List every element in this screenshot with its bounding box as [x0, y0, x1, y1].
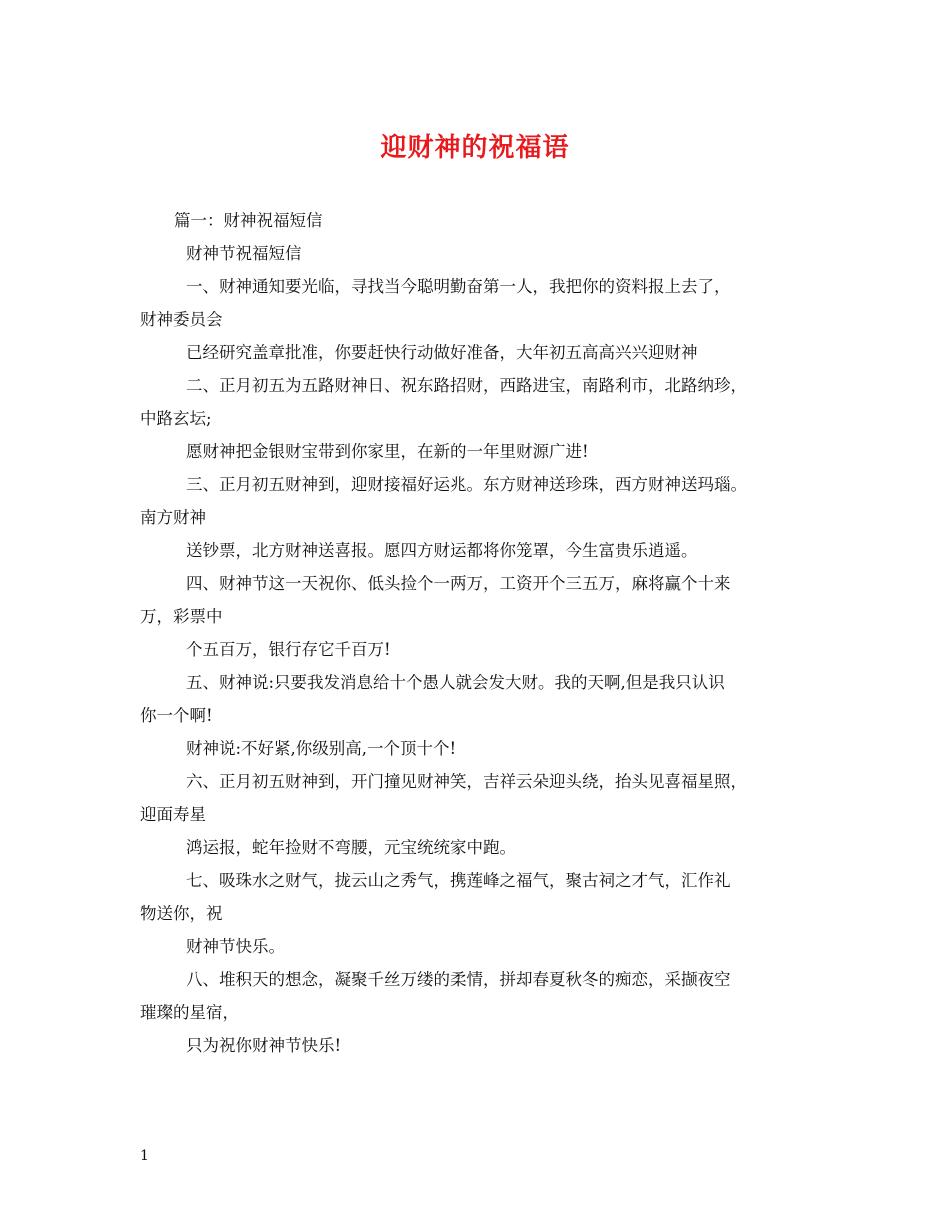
- text-line: 篇一：财神祝福短信: [174, 211, 323, 230]
- text-line: 六、正月初五财神到，开门撞见财神笑，吉祥云朵迎头绕，抬头见喜福星照，: [186, 772, 747, 791]
- text-line: 财神说:不好紧,你级别高,一个顶十个!: [186, 739, 457, 758]
- text-line: 南方财神: [140, 508, 206, 527]
- page-number: 1: [140, 1148, 149, 1164]
- text-line: 二、正月初五为五路财神日、祝东路招财，西路进宝，南路利市，北路纳珍，: [186, 376, 747, 395]
- text-line: 七、吸珠水之财气，拢云山之秀气，携莲峰之福气，聚古祠之才气，汇作礼: [186, 871, 731, 890]
- text-line: 鸿运报，蛇年捡财不弯腰，元宝统统家中跑。: [186, 838, 516, 857]
- text-line: 五、财神说:只要我发消息给十个愚人就会发大财。我的天啊,但是我只认识: [186, 673, 725, 692]
- text-line: 财神委员会: [140, 310, 223, 329]
- text-line: 财神节快乐。: [186, 937, 285, 956]
- text-line: 物送你，祝: [140, 904, 223, 923]
- text-line: 八、堆积天的想念，凝聚千丝万缕的柔情，拼却春夏秋冬的痴恋，采撷夜空: [186, 970, 731, 989]
- text-line: 万，彩票中: [140, 607, 223, 626]
- text-line: 璀璨的星宿，: [140, 1003, 239, 1022]
- text-line: 财神节祝福短信: [186, 244, 302, 263]
- text-line: 送钞票，北方财神送喜报。愿四方财运都将你笼罩，今生富贵乐逍遥。: [186, 541, 698, 560]
- text-line: 迎面寿星: [140, 805, 206, 824]
- page-title: 迎财神的祝福语: [380, 133, 570, 163]
- text-line: 四、财神节这一天祝你、低头捡个一两万，工资开个三五万，麻将赢个十来: [186, 574, 731, 593]
- text-line: 已经研究盖章批准，你要赶快行动做好准备，大年初五高高兴兴迎财神: [186, 343, 698, 362]
- text-line: 愿财神把金银财宝带到你家里，在新的一年里财源广进!: [186, 442, 589, 461]
- text-line: 三、正月初五财神到，迎财接福好运兆。东方财神送珍珠，西方财神送玛瑙。: [186, 475, 747, 494]
- text-line: 一、财神通知要光临，寻找当今聪明勤奋第一人，我把你的资料报上去了，: [186, 277, 731, 296]
- text-line: 个五百万，银行存它千百万!: [186, 640, 391, 659]
- document-body: [140, 204, 814, 1062]
- text-line: 你一个啊!: [140, 706, 213, 725]
- text-line: 只为祝你财神节快乐!: [186, 1036, 342, 1055]
- text-line: 中路玄坛;: [140, 409, 212, 428]
